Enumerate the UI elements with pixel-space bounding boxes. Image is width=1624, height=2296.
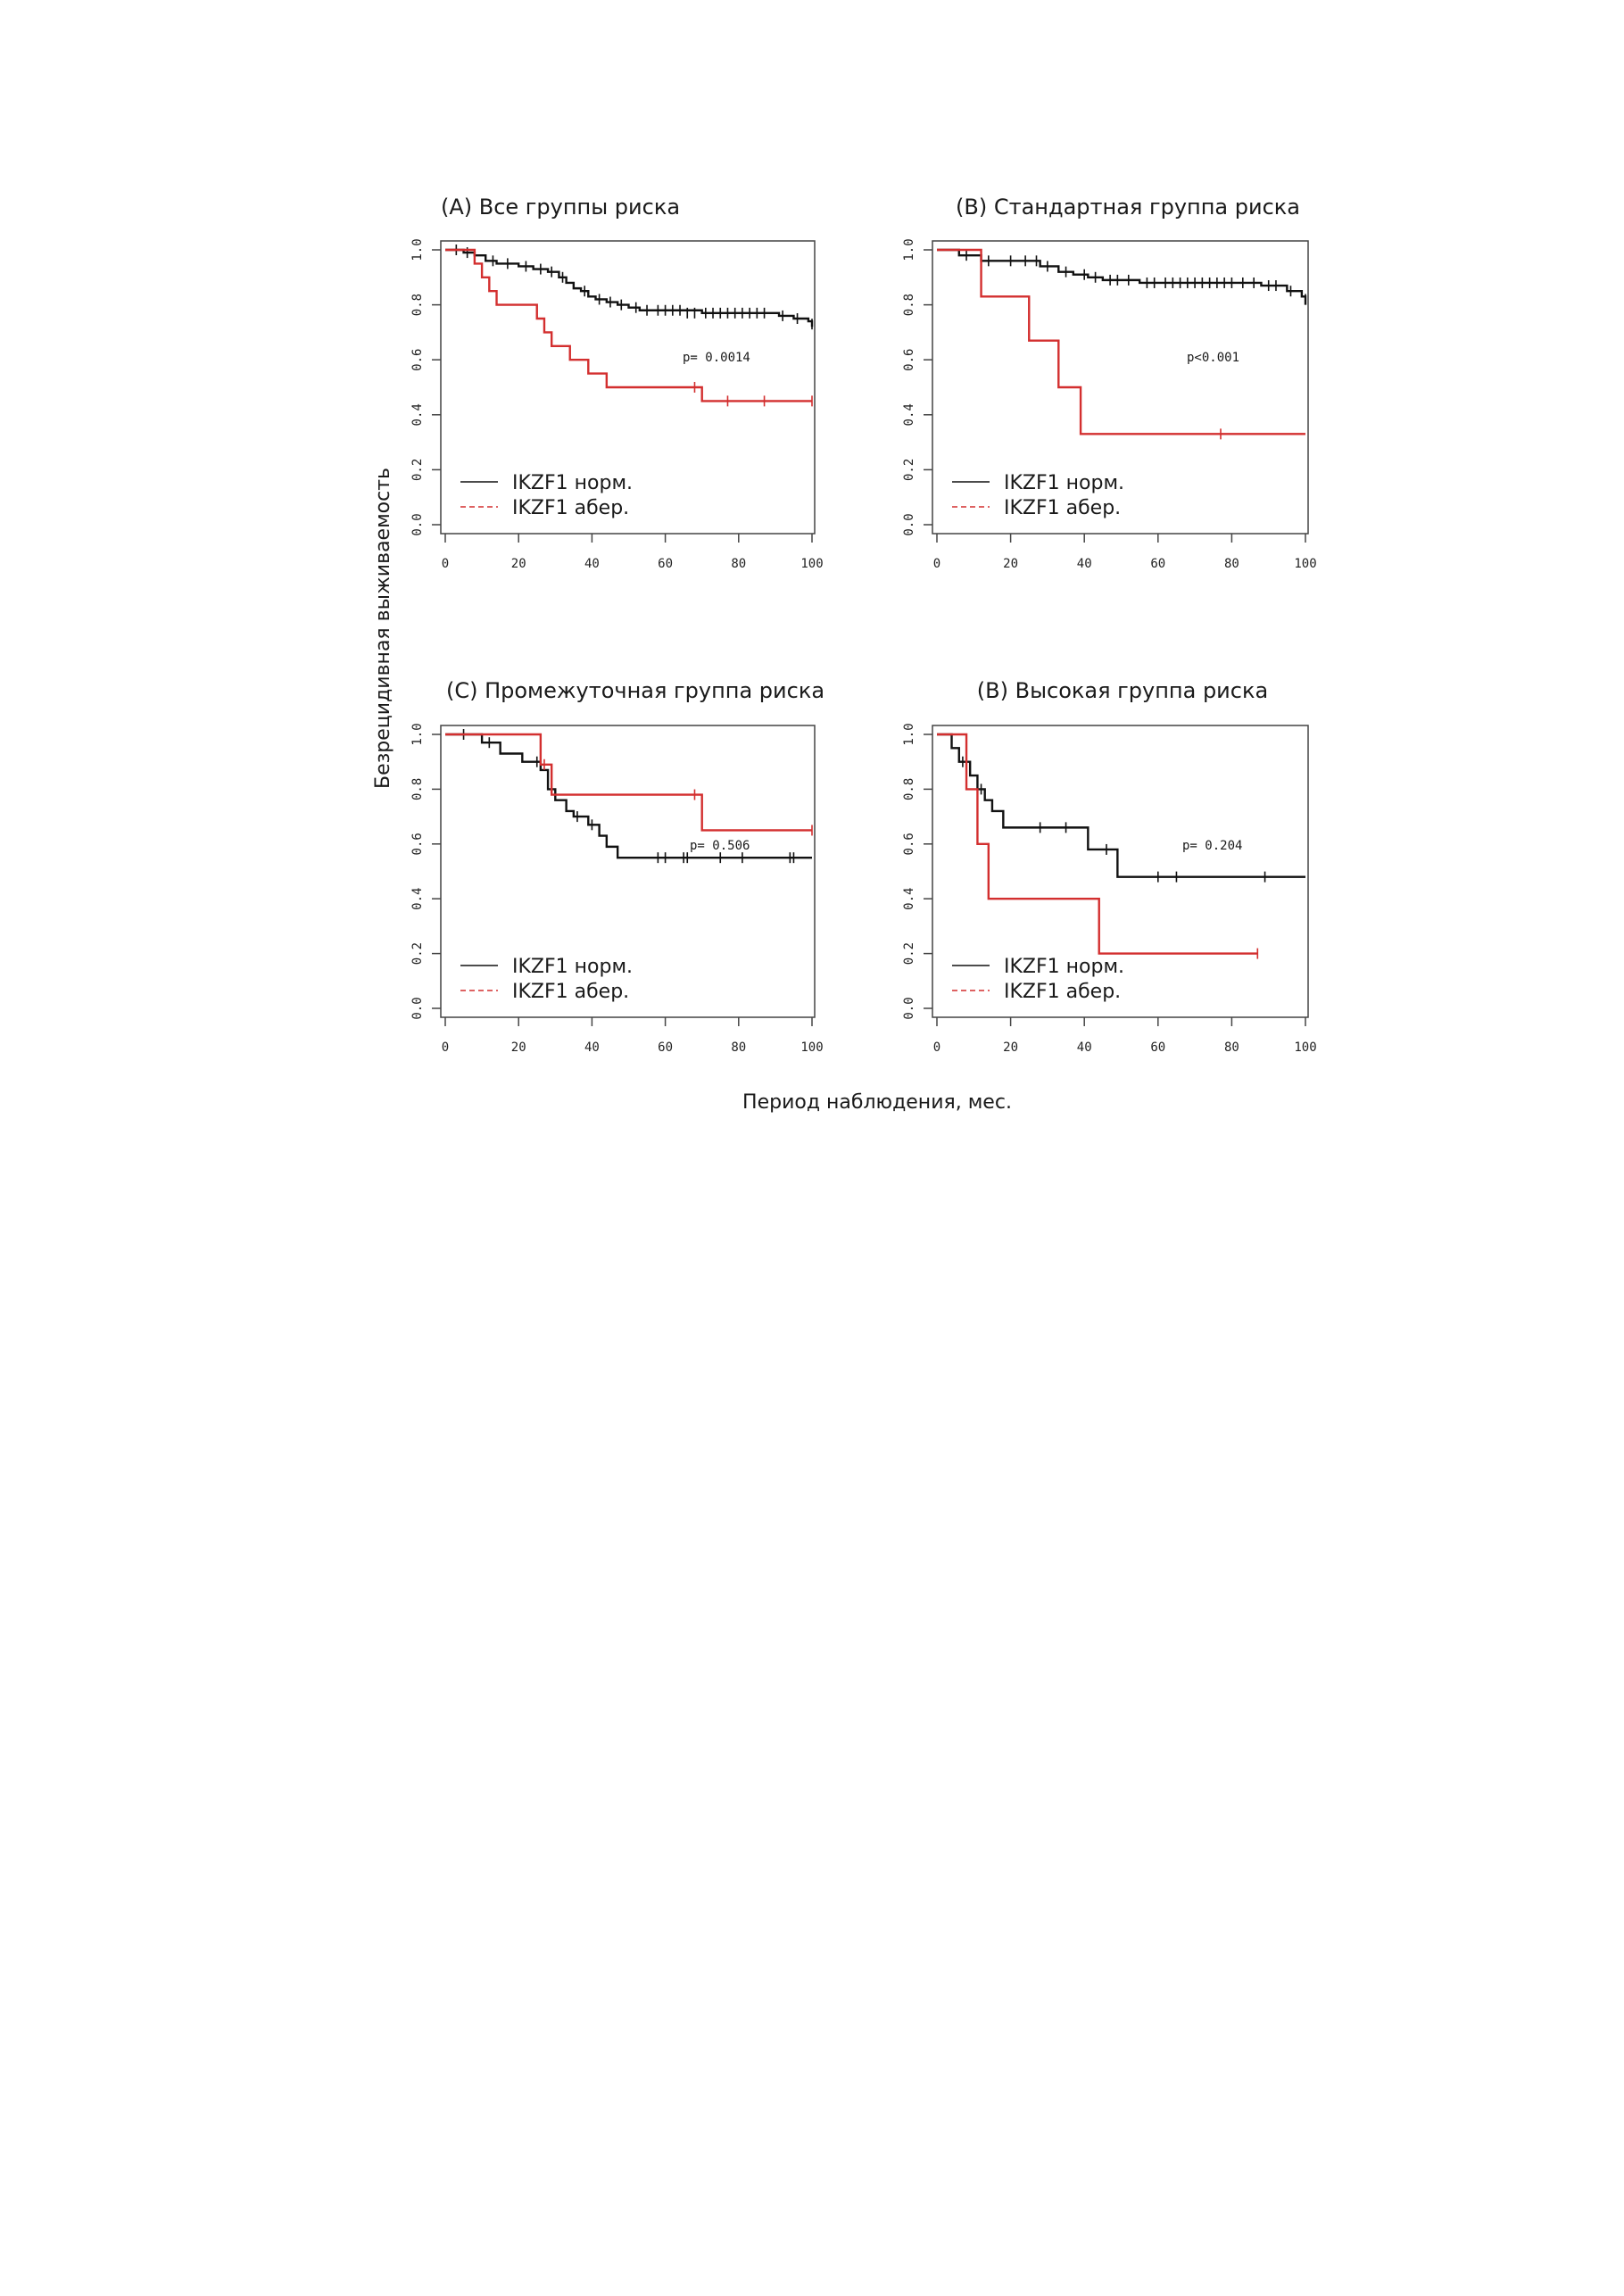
x-tick-label: 20 bbox=[510, 557, 526, 571]
panel-b-standard bbox=[902, 195, 1317, 571]
y-tick-label: 0.0 bbox=[902, 997, 916, 1020]
x-tick-label: 100 bbox=[800, 557, 824, 571]
y-tick-label: 0.0 bbox=[410, 513, 425, 536]
y-tick-label: 0.6 bbox=[410, 833, 425, 856]
y-tick-label: 0.6 bbox=[902, 348, 916, 371]
panel-b-high bbox=[902, 678, 1317, 1055]
y-tick-label: 0.0 bbox=[410, 997, 425, 1020]
legend-label: IKZF1 норм. bbox=[512, 956, 634, 978]
x-tick-label: 80 bbox=[731, 1040, 747, 1055]
survival-curve bbox=[445, 250, 812, 401]
x-tick-label: 60 bbox=[658, 1040, 674, 1055]
y-tick-label: 0.2 bbox=[902, 941, 916, 966]
x-tick-label: 100 bbox=[800, 1040, 824, 1055]
y-tick-label: 0.8 bbox=[410, 777, 425, 801]
y-tick-label: 0.8 bbox=[410, 293, 425, 317]
x-tick-label: 80 bbox=[731, 557, 747, 571]
y-tick-label: 0.4 bbox=[902, 403, 916, 427]
y-tick-label: 0.2 bbox=[410, 458, 425, 482]
y-tick-label: 0.8 bbox=[902, 293, 916, 317]
panel-title: (B) Стандартная группа риска bbox=[956, 195, 1300, 220]
y-tick-label: 1.0 bbox=[410, 238, 425, 261]
panel-title: (C) Промежуточная группа риска bbox=[445, 678, 825, 703]
legend-label: IKZF1 абер. bbox=[512, 981, 630, 1003]
y-tick-label: 0.2 bbox=[902, 458, 916, 482]
p-value: p<0.001 bbox=[1187, 351, 1240, 365]
y-tick-label: 0.0 bbox=[902, 513, 916, 536]
x-tick-label: 80 bbox=[1223, 557, 1239, 571]
y-tick-label: 1.0 bbox=[902, 238, 916, 261]
x-tick-label: 40 bbox=[584, 1040, 600, 1055]
x-tick-label: 0 bbox=[441, 1040, 450, 1055]
x-tick-label: 40 bbox=[1076, 1040, 1092, 1055]
x-tick-label: 0 bbox=[932, 557, 941, 571]
legend-label: IKZF1 абер. bbox=[1004, 497, 1122, 519]
x-tick-label: 0 bbox=[441, 557, 450, 571]
y-tick-label: 0.6 bbox=[902, 833, 916, 856]
x-tick-label: 20 bbox=[1003, 557, 1019, 571]
legend-label: IKZF1 абер. bbox=[512, 497, 630, 519]
survival-curve bbox=[937, 734, 1305, 877]
survival-curve bbox=[937, 250, 1305, 434]
y-tick-label: 0.2 bbox=[410, 941, 425, 966]
x-tick-label: 20 bbox=[1003, 1040, 1019, 1055]
x-tick-label: 40 bbox=[1076, 557, 1092, 571]
y-tick-label: 0.6 bbox=[410, 348, 425, 371]
p-value: p= 0.506 bbox=[690, 839, 750, 853]
panel-a bbox=[410, 195, 824, 571]
x-tick-label: 0 bbox=[932, 1040, 941, 1055]
legend-label: IKZF1 норм. bbox=[1004, 956, 1125, 978]
panel-title: (A) Все группы риска bbox=[440, 195, 681, 220]
x-tick-label: 100 bbox=[1294, 1040, 1317, 1055]
survival-curve bbox=[445, 734, 812, 858]
x-tick-label: 20 bbox=[510, 1040, 526, 1055]
panel-c bbox=[410, 678, 824, 1055]
x-tick-label: 60 bbox=[658, 557, 674, 571]
legend-label: IKZF1 норм. bbox=[512, 472, 634, 494]
x-tick-label: 60 bbox=[1150, 557, 1166, 571]
y-tick-label: 1.0 bbox=[902, 723, 916, 746]
legend-label: IKZF1 абер. bbox=[1004, 981, 1122, 1003]
y-tick-label: 0.4 bbox=[902, 887, 916, 910]
y-tick-label: 0.4 bbox=[410, 887, 425, 910]
y-tick-label: 1.0 bbox=[410, 723, 425, 746]
y-tick-label: 0.4 bbox=[410, 403, 425, 427]
x-tick-label: 60 bbox=[1150, 1040, 1166, 1055]
p-value: p= 0.0014 bbox=[683, 351, 750, 365]
y-tick-label: 0.8 bbox=[902, 777, 916, 801]
x-tick-label: 80 bbox=[1223, 1040, 1239, 1055]
x-tick-label: 40 bbox=[584, 557, 600, 571]
x-tick-label: 100 bbox=[1294, 557, 1317, 571]
p-value: p= 0.204 bbox=[1182, 839, 1243, 853]
y-axis-title: Безрецидивная выживаемость bbox=[372, 467, 394, 790]
legend-label: IKZF1 норм. bbox=[1004, 472, 1125, 494]
x-axis-title: Период наблюдения, мес. bbox=[742, 1091, 1012, 1114]
panel-title: (B) Высокая группа риска bbox=[976, 678, 1269, 703]
